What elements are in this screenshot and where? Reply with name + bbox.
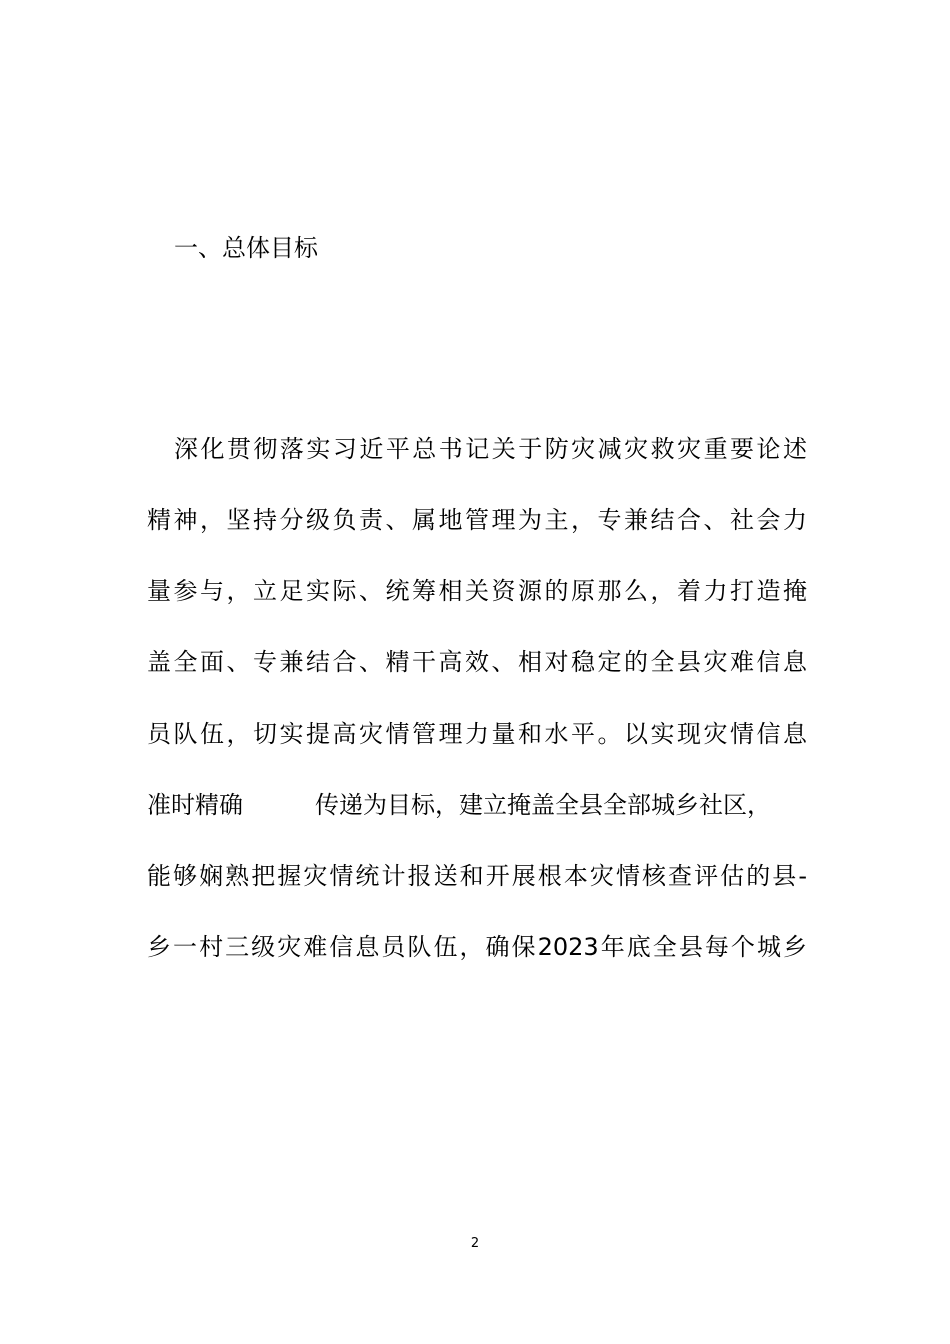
page-number: 2	[470, 1236, 480, 1251]
paragraph-line-2: 精神，坚持分级负责、属地管理为主，专兼结合、社会力	[147, 506, 807, 534]
section-heading: 一、总体目标	[174, 234, 318, 262]
paragraph-line-4: 盖全面、专兼结合、精干高效、相对稳定的全县灾难信息	[147, 648, 807, 676]
paragraph-line-6	[147, 787, 807, 823]
paragraph-line-5: 员队伍，切实提高灾情管理力量和水平。以实现灾情信息	[147, 720, 807, 748]
paragraph-line-1: 深化贯彻落实习近平总书记关于防灾减灾救灾重要论述	[174, 435, 807, 463]
paragraph-line-6-end: 传递为目标，建立掩盖全县全部城乡社区，	[315, 791, 771, 819]
paragraph-line-8: 乡一村三级灾难信息员队伍，确保2023年底全县每个城乡	[147, 933, 807, 961]
paragraph-line-3: 量参与，立足实际、统筹相关资源的原那么，着力打造掩	[147, 577, 807, 605]
paragraph-line-6-start: 准时精确	[147, 791, 243, 819]
paragraph-line-7: 能够娴熟把握灾情统计报送和开展根本灾情核查评估的县-	[147, 862, 807, 890]
